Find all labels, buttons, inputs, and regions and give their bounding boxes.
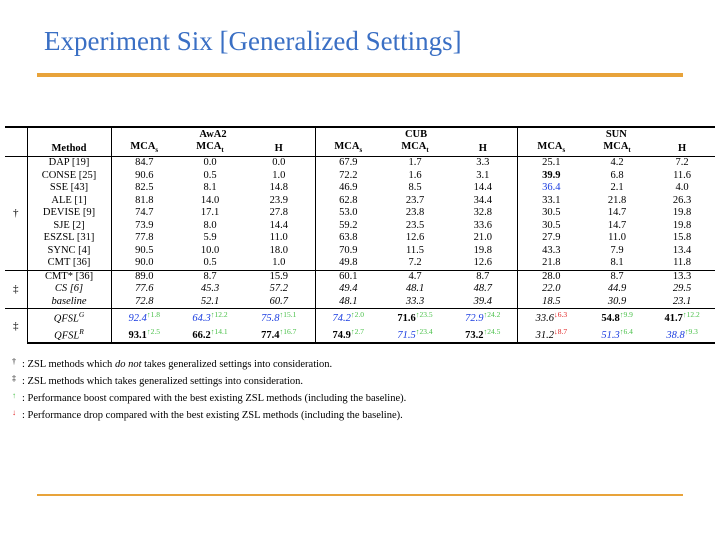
value-cell: 14.7 <box>607 207 627 219</box>
value-cell: 48.7 <box>473 283 492 295</box>
value-cell: 4.7 <box>381 270 449 283</box>
footnote-dagger: † : ZSL methods which do not takes generalized settings into consideration. <box>12 357 333 370</box>
delta-up-label: ↑9.9 <box>619 310 633 320</box>
value-cell: 27.8 <box>269 207 288 219</box>
method-cell: CMT* [36] <box>27 270 111 283</box>
value-cell: 8.7 <box>585 270 649 283</box>
value-cell: 8.0 <box>203 219 217 231</box>
table-row <box>5 326 715 344</box>
value-cell: 59.2 <box>315 220 381 233</box>
title-underline <box>37 73 683 77</box>
table-row <box>5 245 715 258</box>
value-cell: $71.6^{↑23.5}$ <box>381 309 449 326</box>
value-cell: 33.6 <box>473 219 492 231</box>
value-cell: 39.9 <box>517 170 585 183</box>
method-cell: SJE [2] <box>27 220 111 233</box>
value-cell: 14.0 <box>200 194 220 206</box>
value-cell: 72.8 <box>111 296 177 309</box>
value-cell: 8.7 <box>177 270 243 283</box>
value-cell: 12.6 <box>473 257 492 269</box>
value-cell: 7.2 <box>675 157 689 169</box>
value-cell: 70.9 <box>315 245 381 258</box>
value-cell: 14.4 <box>473 182 492 194</box>
value-cell: 23.1 <box>672 295 692 307</box>
value-cell: 22.0 <box>517 283 585 296</box>
value-cell: 77.6 <box>111 283 177 296</box>
delta-up-label: ↑24.2 <box>483 310 501 320</box>
metric-header: $MCA_s$ <box>517 141 585 157</box>
method-cell: DEVISE [9] <box>27 207 111 220</box>
table-row <box>5 257 715 270</box>
value-cell: 43.3 <box>517 245 585 258</box>
footnote-double-dagger: ‡ : ZSL methods which takes generalized settings into consideration. <box>12 374 304 387</box>
method-cell: ESZSL [31] <box>27 232 111 245</box>
value-cell: 72.2 <box>315 170 381 183</box>
value-cell: 6.8 <box>610 169 624 181</box>
up-arrow-icon: ↑ <box>12 391 16 400</box>
value-cell: 15.8 <box>672 232 692 244</box>
value-cell: 2.1 <box>610 182 624 194</box>
method-cell: CONSE [25] <box>27 170 111 183</box>
value-cell: 0.0 <box>272 157 286 169</box>
method-cell: SYNC [4] <box>27 245 111 258</box>
value-cell: 0.5 <box>203 257 217 269</box>
value-cell: 48.1 <box>315 296 381 309</box>
dataset-header-cub: CUB <box>315 127 517 141</box>
value-cell: 13.4 <box>672 244 692 256</box>
method-cell: CS [6] <box>27 283 111 296</box>
value-cell: 23.5 <box>405 219 425 231</box>
value-cell: 23.8 <box>405 207 425 219</box>
method-cell: $QFSL^R$ <box>27 326 111 344</box>
metric-header: $MCA_s$ <box>315 141 381 157</box>
results-body <box>5 157 715 344</box>
delta-up-label: ↑23.5 <box>415 310 433 320</box>
value-cell: 81.8 <box>111 195 177 208</box>
value-cell: $75.8^{↑15.1}$ <box>243 309 315 326</box>
value-cell: 60.1 <box>315 270 381 283</box>
delta-up-label: ↑2.5 <box>146 326 160 336</box>
dataset-header-awa2: AwA2 <box>111 127 315 141</box>
value-cell: 60.7 <box>269 295 288 307</box>
value-cell: 11.8 <box>673 257 692 269</box>
value-cell: 27.9 <box>517 232 585 245</box>
value-cell: 25.1 <box>517 157 585 170</box>
table-row <box>5 270 715 283</box>
value-cell: 8.5 <box>408 182 422 194</box>
value-cell: 89.0 <box>111 270 177 283</box>
metric-header: H <box>274 142 283 154</box>
value-cell: $66.2^{↑14.1}$ <box>177 326 243 344</box>
value-cell: 52.1 <box>200 295 220 307</box>
value-cell: 0.0 <box>203 157 217 169</box>
delta-up-label: ↑16.7 <box>279 326 297 336</box>
value-cell: 14.4 <box>269 219 288 231</box>
table-row <box>5 195 715 208</box>
method-header: Method <box>27 141 111 157</box>
value-cell: 62.8 <box>315 195 381 208</box>
value-cell: 11.0 <box>608 232 627 244</box>
value-cell: $74.2^{↑2.0}$ <box>315 309 381 326</box>
value-cell: 11.6 <box>673 169 692 181</box>
table-row <box>5 309 715 326</box>
table-row <box>5 283 715 296</box>
value-cell: 10.0 <box>200 244 220 256</box>
value-cell: $74.9^{↑2.7}$ <box>315 326 381 344</box>
value-cell: 8.1 <box>203 182 217 194</box>
value-cell: $93.1^{↑2.5}$ <box>111 326 177 344</box>
method-cell: SSE [43] <box>27 182 111 195</box>
value-cell: $54.8^{↑9.9}$ <box>585 309 649 326</box>
value-cell: 23.7 <box>405 194 425 206</box>
footer-rule <box>37 494 683 496</box>
value-cell: 19.8 <box>672 219 692 231</box>
table-row <box>5 220 715 233</box>
value-cell: 12.6 <box>405 232 425 244</box>
footnote-boost: ↑ : Performance boost compared with the best existing ZSL methods (including the baseline). <box>12 391 407 404</box>
delta-up-label: ↑6.4 <box>619 326 633 336</box>
value-cell: 90.0 <box>111 257 177 270</box>
value-cell: 1.0 <box>272 257 286 269</box>
value-cell: 8.7 <box>449 270 517 283</box>
header-row-datasets <box>5 127 715 141</box>
metric-header: $MCA_t$ <box>401 141 429 155</box>
value-cell: 49.8 <box>315 257 381 270</box>
value-cell: 19.8 <box>672 207 692 219</box>
results-table <box>5 126 715 344</box>
value-cell: 77.8 <box>111 232 177 245</box>
value-cell: 34.4 <box>473 194 492 206</box>
value-cell: 84.7 <box>111 157 177 170</box>
down-arrow-icon: ↓ <box>12 408 16 417</box>
value-cell: 57.2 <box>269 283 288 295</box>
value-cell: 90.6 <box>111 170 177 183</box>
value-cell: 32.8 <box>473 207 492 219</box>
value-cell: 1.6 <box>408 169 422 181</box>
value-cell: 14.7 <box>607 219 627 231</box>
value-cell: 7.9 <box>610 244 624 256</box>
method-cell: baseline <box>27 296 111 309</box>
value-cell: 26.3 <box>672 194 692 206</box>
group-marker: ‡ <box>5 309 27 344</box>
value-cell: 0.5 <box>203 169 217 181</box>
value-cell: 74.7 <box>111 207 177 220</box>
metric-header: H <box>478 142 487 154</box>
method-cell: DAP [19] <box>27 157 111 170</box>
table-row <box>5 182 715 195</box>
delta-up-label: ↑2.0 <box>350 310 365 320</box>
value-cell: 19.8 <box>473 244 492 256</box>
metric-header: $MCA_t$ <box>196 141 224 155</box>
metric-header: $MCA_t$ <box>603 141 631 155</box>
value-cell: 82.5 <box>111 182 177 195</box>
value-cell: $64.3^{↑12.2}$ <box>177 309 243 326</box>
value-cell: 13.3 <box>649 270 715 283</box>
value-cell: 53.0 <box>315 207 381 220</box>
table-row <box>5 207 715 220</box>
value-cell: 67.9 <box>315 157 381 170</box>
value-cell: 28.0 <box>517 270 585 283</box>
value-cell: 1.7 <box>408 157 422 169</box>
value-cell: 3.3 <box>476 157 490 169</box>
table-row <box>5 232 715 245</box>
value-cell: 1.0 <box>272 169 286 181</box>
value-cell: 15.9 <box>243 270 315 283</box>
value-cell: 30.9 <box>607 295 627 307</box>
value-cell: $33.6^{↓6.3}$ <box>517 309 585 326</box>
value-cell: $38.8^{↑9.3}$ <box>649 326 715 344</box>
value-cell: $72.9^{↑24.2}$ <box>449 309 517 326</box>
value-cell: 4.2 <box>610 157 624 169</box>
value-cell: 8.1 <box>610 257 624 269</box>
value-cell: 5.9 <box>203 232 217 244</box>
value-cell: 21.8 <box>517 257 585 270</box>
metric-header: $MCA_s$ <box>111 141 177 157</box>
value-cell: 29.5 <box>672 283 692 295</box>
value-cell: 36.4 <box>517 182 585 195</box>
delta-up-label: ↑24.5 <box>483 326 501 336</box>
footnotes <box>12 355 406 423</box>
header-row-metrics <box>5 141 715 157</box>
delta-up-label: ↑23.4 <box>415 326 433 336</box>
table-row <box>5 170 715 183</box>
value-cell: 4.0 <box>675 182 689 194</box>
value-cell: $77.4^{↑16.7}$ <box>243 326 315 344</box>
footnote-drop: ↓ : Performance drop compared with the best existing ZSL methods (including the baseline). <box>12 408 403 421</box>
value-cell: 18.5 <box>517 296 585 309</box>
value-cell: 45.3 <box>200 283 220 295</box>
delta-up-label: ↑12.2 <box>682 310 700 320</box>
value-cell: 39.4 <box>473 295 492 307</box>
value-cell: 17.1 <box>200 207 220 219</box>
method-cell: CMT [36] <box>27 257 111 270</box>
delta-up-label: ↑12.2 <box>210 310 228 320</box>
delta-up-label: ↑14.1 <box>210 326 228 336</box>
value-cell: 30.5 <box>517 220 585 233</box>
value-cell: 23.9 <box>269 194 288 206</box>
delta-up-label: ↑9.3 <box>684 326 698 336</box>
delta-down-label: ↓8.7 <box>553 326 568 336</box>
delta-up-label: ↑2.7 <box>350 326 365 336</box>
value-cell: $41.7^{↑12.2}$ <box>649 309 715 326</box>
method-cell: $QFSL^G$ <box>27 309 111 326</box>
value-cell: 11.5 <box>406 244 425 256</box>
value-cell: 63.8 <box>315 232 381 245</box>
value-cell: 30.5 <box>517 207 585 220</box>
value-cell: 46.9 <box>315 182 381 195</box>
value-cell: $92.4^{↑1.8}$ <box>111 309 177 326</box>
value-cell: 14.8 <box>269 182 288 194</box>
value-cell: 21.0 <box>473 232 492 244</box>
results-table-container <box>5 126 715 344</box>
method-cell: ALE [1] <box>27 195 111 208</box>
value-cell: 21.8 <box>607 194 627 206</box>
value-cell: 18.0 <box>269 244 288 256</box>
table-row <box>5 157 715 170</box>
value-cell: 73.9 <box>111 220 177 233</box>
value-cell: $51.3^{↑6.4}$ <box>585 326 649 344</box>
value-cell: 11.0 <box>269 232 288 244</box>
table-row <box>5 296 715 309</box>
value-cell: 33.1 <box>517 195 585 208</box>
value-cell: 90.5 <box>111 245 177 258</box>
delta-up-label: ↑1.8 <box>146 310 160 320</box>
value-cell: 33.3 <box>405 295 425 307</box>
delta-down-label: ↓6.3 <box>553 310 568 320</box>
slide-title: Experiment Six [Generalized Settings] <box>44 26 462 56</box>
value-cell: 48.1 <box>405 283 425 295</box>
group-marker: † <box>13 207 19 220</box>
value-cell: $31.2^{↓8.7}$ <box>517 326 585 344</box>
group-marker: ‡ <box>5 270 27 309</box>
dataset-header-sun: SUN <box>517 127 715 141</box>
value-cell: 7.2 <box>408 257 422 269</box>
value-cell: $73.2^{↑24.5}$ <box>449 326 517 344</box>
value-cell: 44.9 <box>607 283 627 295</box>
value-cell: 3.1 <box>476 169 490 181</box>
delta-up-label: ↑15.1 <box>279 310 297 320</box>
value-cell: 49.4 <box>315 283 381 296</box>
value-cell: $71.5^{↑23.4}$ <box>381 326 449 344</box>
metric-header: H <box>677 142 687 154</box>
